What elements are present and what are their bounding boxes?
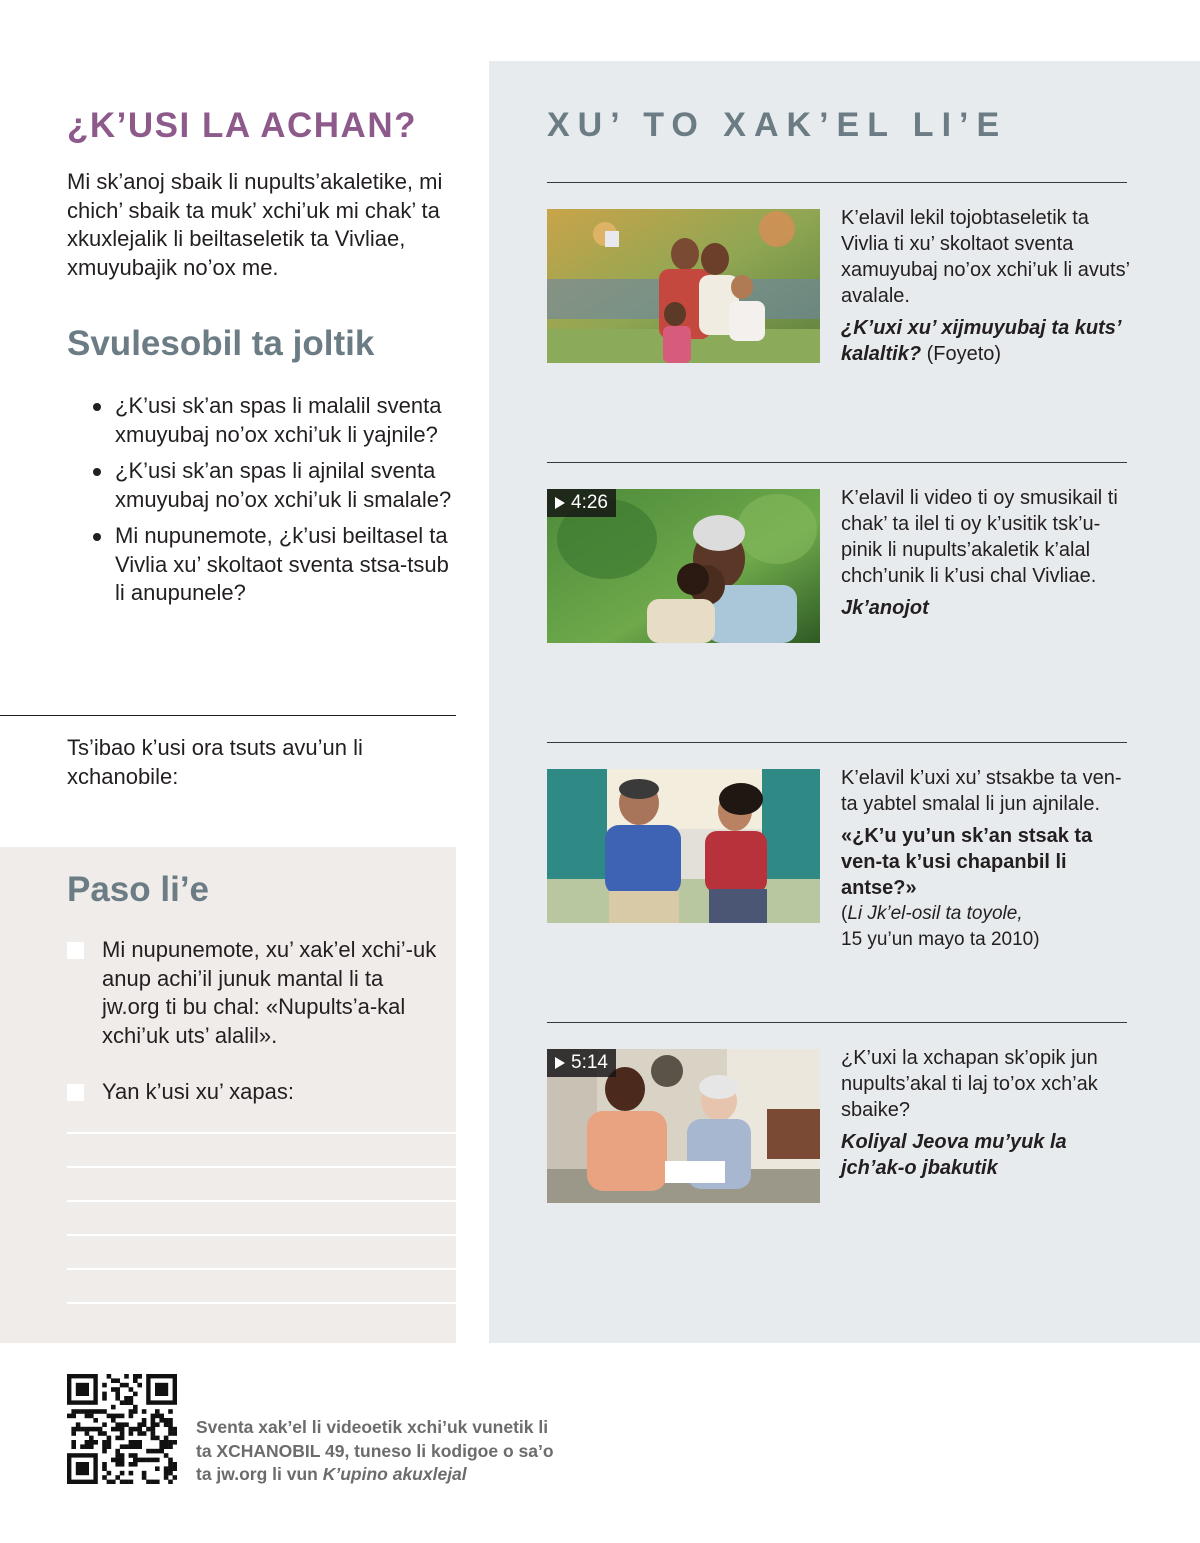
explore-item-link[interactable]: «¿K’u yu’un sk’an stsak ta ven-ta k’usi chapanbil li antse?» <box>841 825 1093 899</box>
explore-item-text <box>841 485 1131 621</box>
footer-publication-title: K’upino akuxlejal <box>322 1464 467 1484</box>
explore-title: XU’ TO XAK’EL LI’E <box>547 106 1008 144</box>
writing-line <box>67 1268 456 1270</box>
bullet-icon <box>93 468 101 476</box>
play-icon <box>555 497 565 509</box>
article-date: 15 yu’un mayo ta 2010) <box>841 929 1040 950</box>
explore-item-description: ¿K’uxi la xchapan sk’opik jun nupults’akal ti laj to’ox xch’ak sbaike? <box>841 1047 1098 1121</box>
explore-item-description: K’elavil li video ti oy smusikail ti chak’ ta ilel ti oy k’usitik tsk’u-pinik li nupults’akaletik k’alal chch’unik li k’usi chal Vivliae. <box>841 487 1118 587</box>
article-source: (Li Jk’el-osil ta toyole, <box>841 903 1023 924</box>
video-thumbnail[interactable] <box>547 489 820 643</box>
bullet-icon <box>93 403 101 411</box>
review-title: Svulesobil ta joltik <box>67 324 375 363</box>
link-suffix: (Foyeto) <box>921 343 1002 365</box>
review-question-list <box>90 392 460 616</box>
goal-item <box>67 1078 437 1107</box>
explore-item-description: K’elavil k’uxi xu’ stsakbe ta ven-ta yabtel smalal li jun ajnilale. <box>841 767 1122 815</box>
review-question-text: ¿K’usi sk’an spas li malalil sventa xmuyubaj no’ox xchi’uk li yajnile? <box>115 393 442 447</box>
review-question <box>90 457 460 514</box>
writing-line <box>67 1302 456 1304</box>
magazine-title: Li Jk’el-osil ta toyole, <box>847 903 1023 924</box>
play-icon <box>555 1057 565 1069</box>
explore-item-link[interactable]: Jk’anojot <box>841 597 929 619</box>
summary-text: Mi sk’anoj sbaik li nupults’akaletike, mi chich’ sbaik ta muk’ xchi’uk mi chak’ ta xkuxlejalik li beiltaseletik ta Vivliae, xmuyubajik no’ox me. <box>67 169 443 280</box>
review-question <box>90 392 460 449</box>
video-duration: 5:14 <box>571 1052 608 1073</box>
goal-item-text: Mi nupunemote, xu’ xak’el xchi’-uk anup achi’il junuk mantal li ta jw.org ti bu chal: «Nupults’a-kal xchi’uk uts’ alalil». <box>102 937 437 1048</box>
qr-code[interactable] <box>67 1374 177 1484</box>
goal-item-text: Yan k’usi xu’ xapas: <box>102 1079 294 1104</box>
couple-conversation-photo <box>547 769 820 923</box>
explore-item-link[interactable]: Koliyal Jeova mu’yuk la jch’ak-o jbakutik <box>841 1131 1067 1179</box>
explore-item-link[interactable] <box>841 315 1131 367</box>
review-question-text: ¿K’usi sk’an spas li ajnilal sventa xmuyubaj no’ox xchi’uk li smalale? <box>115 458 452 512</box>
family-selfie-photo <box>547 209 820 363</box>
family-selfie-thumbnail[interactable] <box>547 209 820 363</box>
section-rule <box>547 1022 1127 1023</box>
bullet-icon <box>93 533 101 541</box>
summary-title: ¿K’USI LA ACHAN? <box>67 106 417 145</box>
explore-item-text <box>841 205 1131 367</box>
writing-line <box>67 1166 456 1168</box>
section-rule <box>547 742 1127 743</box>
explore-item-text <box>841 765 1131 953</box>
goal-title: Paso li’e <box>67 870 210 909</box>
footer-note-text: Sventa xak’el li videoetik xchi’uk vunetik li ta XCHANOBIL 49, tuneso li kodigoe o sa’o ta jw.org li vun <box>196 1417 554 1484</box>
goal-checkbox[interactable] <box>67 942 84 959</box>
goal-checkbox[interactable] <box>67 1084 84 1101</box>
explore-item-text <box>841 1045 1131 1181</box>
qr-code-graphic <box>67 1374 177 1484</box>
video-duration-badge <box>547 1049 616 1077</box>
footer-note <box>196 1416 556 1487</box>
article-thumbnail[interactable] <box>547 769 820 923</box>
video-duration-badge <box>547 489 616 517</box>
explore-item-description: K’elavil lekil tojobtaseletik ta Vivlia ti xu’ skoltaot sventa xamuyubaj no’ox xchi’uk li avuts’ avalale. <box>841 207 1130 307</box>
section-rule <box>547 462 1127 463</box>
writing-line <box>67 1200 456 1202</box>
goal-item <box>67 936 437 1050</box>
review-question-text: Mi nupunemote, ¿k’usi beiltasel ta Vivlia xu’ skoltaot sventa stsa-tsub li anupunele? <box>115 523 449 605</box>
video-duration: 4:26 <box>571 492 608 513</box>
section-divider <box>0 715 456 716</box>
video-thumbnail[interactable] <box>547 1049 820 1203</box>
link-title: ¿K’uxi xu’ xijmuyubaj ta kuts’ kalaltik? <box>841 317 1121 365</box>
section-rule <box>547 182 1127 183</box>
review-question <box>90 522 460 608</box>
writing-line <box>67 1132 456 1134</box>
writing-line <box>67 1234 456 1236</box>
notes-prompt: Ts’ibao k’usi ora tsuts avu’un li xchanobile: <box>67 735 363 789</box>
